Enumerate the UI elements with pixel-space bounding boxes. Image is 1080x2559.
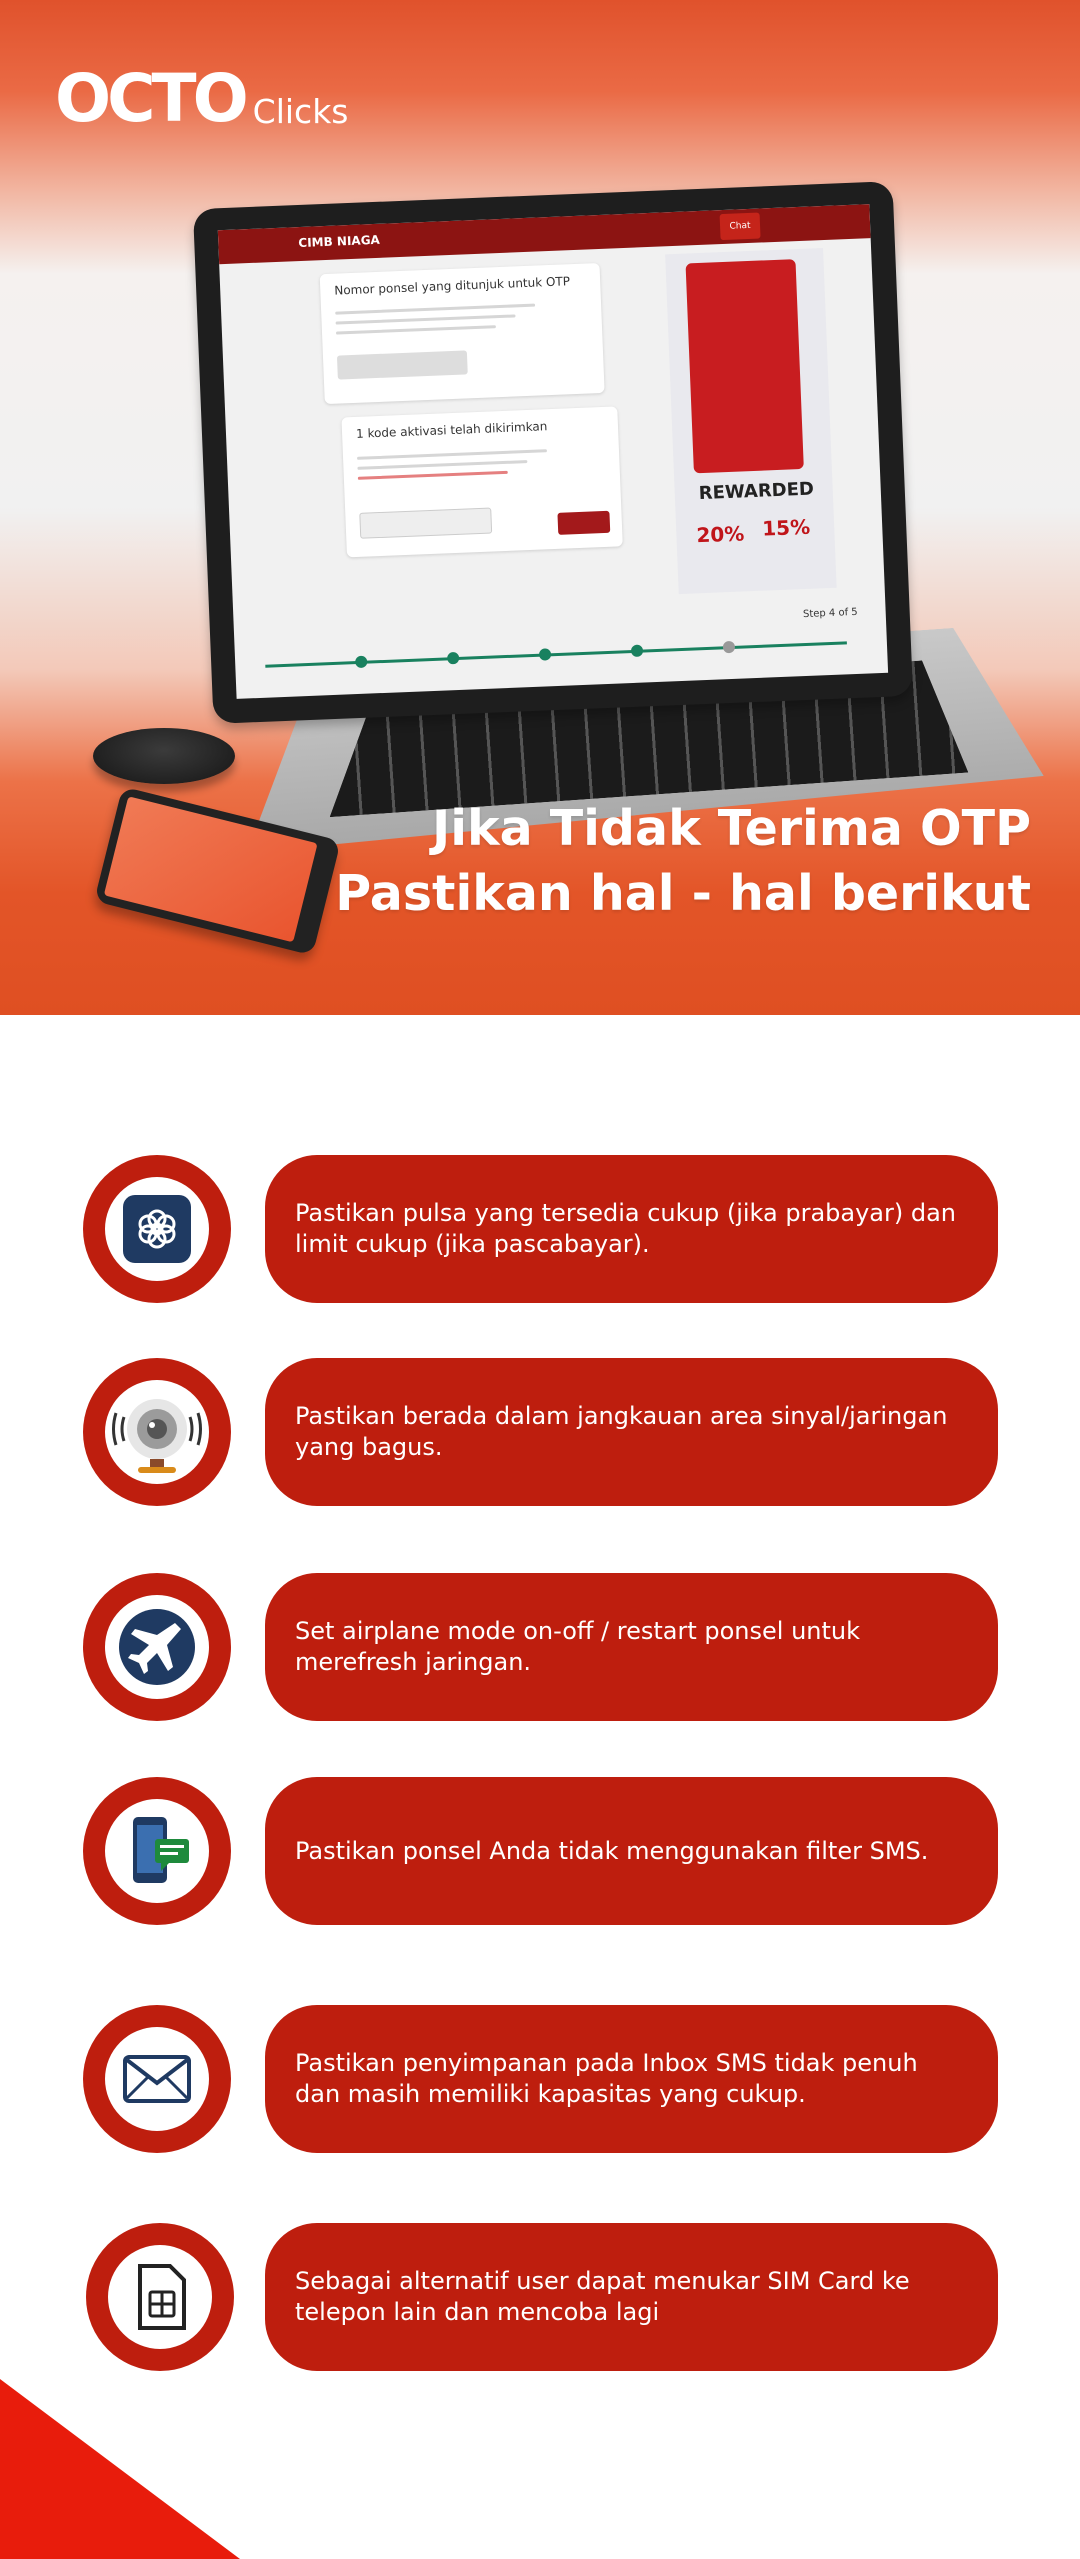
tip-item: [0, 2005, 1080, 2153]
promo-discount-1: 20%: [695, 521, 745, 548]
logo-octo: OCTO: [55, 60, 245, 137]
tip-pill: [265, 1573, 998, 1721]
tip-text: Pastikan pulsa yang tersedia cukup (jika prabayar) dan limit cukup (jika pascabayar).: [295, 1199, 957, 1258]
screen-otp-card-title: Nomor ponsel yang ditunjuk untuk OTP: [334, 274, 571, 298]
logo-clicks: Clicks: [252, 92, 349, 131]
screen-step-label: Step 4 of 5: [802, 606, 858, 621]
laptop-image: [193, 181, 913, 724]
lens-cap-image: [93, 728, 235, 784]
tip-text: Set airplane mode on-off / restart ponsel untuk merefresh jaringan.: [295, 1617, 861, 1676]
tip-icon-circle: [83, 2005, 231, 2153]
screen-code-field: [359, 508, 492, 539]
promo-title: REWARDED: [698, 478, 815, 505]
phone-message-icon: [117, 1811, 197, 1891]
screen-submit-button: [557, 511, 610, 535]
promo-discount-2: 15%: [761, 514, 811, 541]
octo-clicks-logo: [55, 60, 349, 137]
headline: [335, 796, 1031, 926]
tip-item: [0, 2223, 1080, 2371]
promo-jacket-image: [686, 259, 804, 473]
screen-activation-card-title: 1 kode aktivasi telah dikirimkan: [355, 419, 548, 441]
tip-text: Sebagai alternatif user dapat menukar SIM Card ke telepon lain dan mencoba lagi: [295, 2267, 910, 2326]
tip-pill: [265, 1777, 998, 1925]
airplane-icon: [115, 1605, 199, 1689]
tip-pill: [265, 2005, 998, 2153]
headline-line-1: Jika Tidak Terima OTP: [431, 800, 1031, 857]
screen-bank-name: CIMB NIAGA: [298, 232, 381, 251]
screen-progress-line: [265, 641, 847, 667]
tip-text: Pastikan ponsel Anda tidak menggunakan filter SMS.: [295, 1836, 929, 1865]
tip-text: Pastikan penyimpanan pada Inbox SMS tidak penuh dan masih memiliki kapasitas yang cukup.: [295, 2049, 918, 2108]
tip-icon-circle: [83, 1155, 231, 1303]
envelope-icon: [121, 2051, 193, 2107]
screen-phone-field: [337, 350, 468, 379]
screen-chat-badge: Chat: [720, 213, 761, 241]
laptop-screen: [218, 204, 888, 699]
tip-icon-circle: [86, 2223, 234, 2371]
progress-dot: [631, 645, 643, 657]
tip-icon-circle: [83, 1573, 231, 1721]
progress-dot: [539, 648, 551, 660]
tip-pill: [265, 2223, 998, 2371]
signal-antenna-icon: [112, 1387, 202, 1477]
tip-item: [0, 1573, 1080, 1721]
tip-icon-circle: [83, 1777, 231, 1925]
tip-pill: [265, 1358, 998, 1506]
headline-line-2: Pastikan hal - hal berikut: [335, 865, 1031, 922]
tip-item: [0, 1155, 1080, 1303]
sim-card-icon: [130, 2262, 190, 2332]
screen-activation-card: [341, 406, 622, 557]
tip-pill: [265, 1155, 998, 1303]
tip-item: [0, 1777, 1080, 1925]
corner-decoration: [0, 2379, 240, 2559]
tip-icon-circle: [83, 1358, 231, 1506]
progress-dot: [355, 656, 367, 668]
hero-banner: [0, 0, 1080, 1015]
gear-icon: [119, 1191, 195, 1267]
progress-dot: [723, 641, 735, 653]
screen-promo-ad: [665, 248, 837, 594]
progress-dot: [447, 652, 459, 664]
tip-item: [0, 1358, 1080, 1506]
tip-text: Pastikan berada dalam jangkauan area sinyal/jaringan yang bagus.: [295, 1402, 948, 1461]
screen-otp-card: [320, 263, 605, 404]
